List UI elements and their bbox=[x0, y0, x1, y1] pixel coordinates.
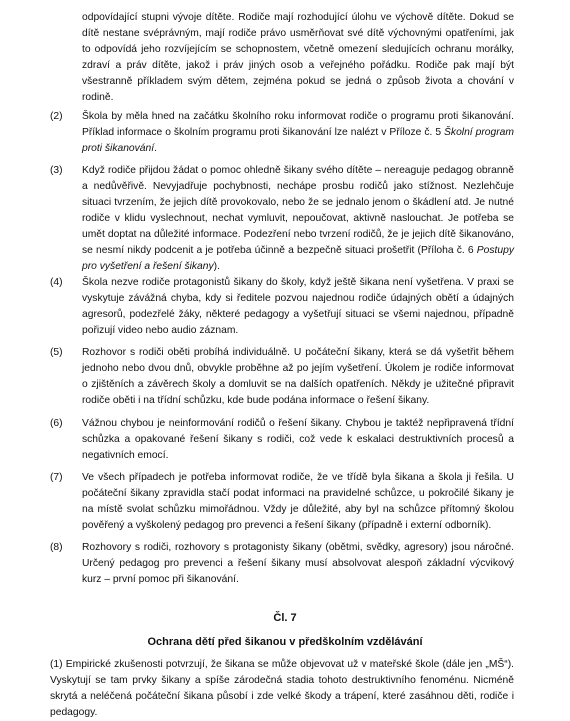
article-number: Čl. 7 bbox=[273, 612, 297, 624]
item-text: Když rodiče přijdou žádat o pomoc ohledně šikany svého dítěte – nereaguje pedagog obranně a nedůvěřivě. Nevyjadřuje pochybnosti, nechápe prosbu rodičů jako stížnost. Nezlehčuje situaci tvrzením, že jejich dítě provokovalo, nebo že se jednalo jenom o škádlení atd. Je nutné rodiče v klidu vyslechnout, nechat vymluvit, nepoučovat, aktivně naslouchat. Je potřeba se umět doptat na důležité informace. Podezření nebo tvrzení rodičů, že je jejich dítě šikanováno, se nesmí nikdy podcenit a je potřeba účinně a bezpečně situaci prošetřit (Příloha č. 6 Postupy pro vyšetření a řešení šikany). bbox=[82, 165, 514, 272]
item-number: (8) bbox=[50, 542, 63, 553]
list-item-8 bbox=[50, 540, 514, 588]
item-text: Vážnou chybou je neinformování rodičů o řešení šikany. Chybou je taktéž nepřipravená třídní schůzka a opakované řešení šikany s rodiči, což vede k eskalaci destruktivních procesů a negativních emocí. bbox=[82, 418, 514, 461]
item-italic: Školní program proti šikanování bbox=[82, 127, 514, 154]
article-paragraph: (1) Empirické zkušenosti potvrzují, že šikana se může objevovat už v mateřské škole (dále jen „MŠ“). Vyskytují se tam prvky šikany a spíše zárodečná stadia tohoto destruktivního fenoménu. Nicméně skrytá a neléčená počáteční šikana působí i zde velké škody a trápení, které zasáhnou děti, rodiče i pedagogy. bbox=[50, 659, 514, 718]
item-number: (5) bbox=[50, 347, 63, 358]
list-item-4 bbox=[50, 275, 514, 339]
list-item-5 bbox=[50, 345, 514, 409]
list-item-2 bbox=[50, 109, 514, 157]
item-number: (4) bbox=[50, 277, 63, 288]
article-title: Ochrana dětí před šikanou v předškolním vzdělávání bbox=[147, 636, 423, 648]
item-text: Ve všech případech je potřeba informovat rodiče, že ve třídě byla šikana a škola ji řešila. U počáteční šikany zpravidla stačí podat informaci na pravidelné schůzce, u pokročilé šikany je na místě svolat schůzku mimořádnou. Vždy je důležité, aby byl na schůzce přítomný školou pověřený a vyškolený pedagog pro prevenci a řešení šikany (případně i externí odborník). bbox=[82, 472, 514, 531]
list-item-7 bbox=[50, 470, 514, 534]
item-italic: Postupy pro vyšetření a řešení šikany bbox=[82, 245, 514, 272]
continuation-paragraph: odpovídající stupni vývoje dítěte. Rodiče mají rozhodující úlohu ve výchově dítěte. Dokud se dítě nestane svéprávným, mají rodiče právo usměrňovat své dítě výchovnými opatřeními, jak to odpovídá jeho rozvíjejícím se schopnostem, včetně omezení sledujících ochranu morálky, zdraví a práv dítěte, jakož i práv jiných osob a veřejného pořádku. Rodiče pak mají být všestranně příkladem svým dětem, zejména pokud se jedná o způsob života a chování v rodině. bbox=[82, 12, 514, 103]
item-text: Škola nezve rodiče protagonistů šikany do školy, když ještě šikana není vyšetřena. V praxi se vyskytuje závážná chyba, kdy si ředitele pozvou najednou rodiče údajných obětí a údajných agresorů, podezřelé žáky, některé pedagogy a vyšetřují situaci se všemi najednou, případně pořizují video nebo audio záznam. bbox=[82, 277, 514, 336]
item-number: (3) bbox=[50, 165, 63, 176]
item-text: Rozhovory s rodiči, rozhovory s protagonisty šikany (obětmi, svědky, agresory) jsou náročné. Určený pedagog pro prevenci a řešení šikany musí absolvovat alespoň základní výcvikový kurz – první pomoc při šikanování. bbox=[82, 542, 514, 585]
item-number: (2) bbox=[50, 111, 63, 122]
item-number: (6) bbox=[50, 418, 63, 429]
list-item-3 bbox=[50, 163, 514, 275]
item-text: Rozhovor s rodiči oběti probíhá individuálně. U počáteční šikany, která se dá vyšetřit během jednoho nebo dvou dnů, obvykle proběhne až po jejím vyšetření. Úkolem je rodiče informovat o zjištěních a závěrech školy a domluvit se na dalších opatřeních. Někdy je užitečné připravit rodiče oběti i na třídní schůzku, kde bude podána informace o řešení šikany. bbox=[82, 347, 514, 406]
list-item-6 bbox=[50, 416, 514, 464]
item-text: Škola by měla hned na začátku školního roku informovat rodiče o programu proti šikanování. Příklad informace o školním programu proti šikanování lze nalézt v Příloze č. 5 Školní program proti šikanování. bbox=[82, 111, 514, 154]
item-number: (7) bbox=[50, 472, 63, 483]
